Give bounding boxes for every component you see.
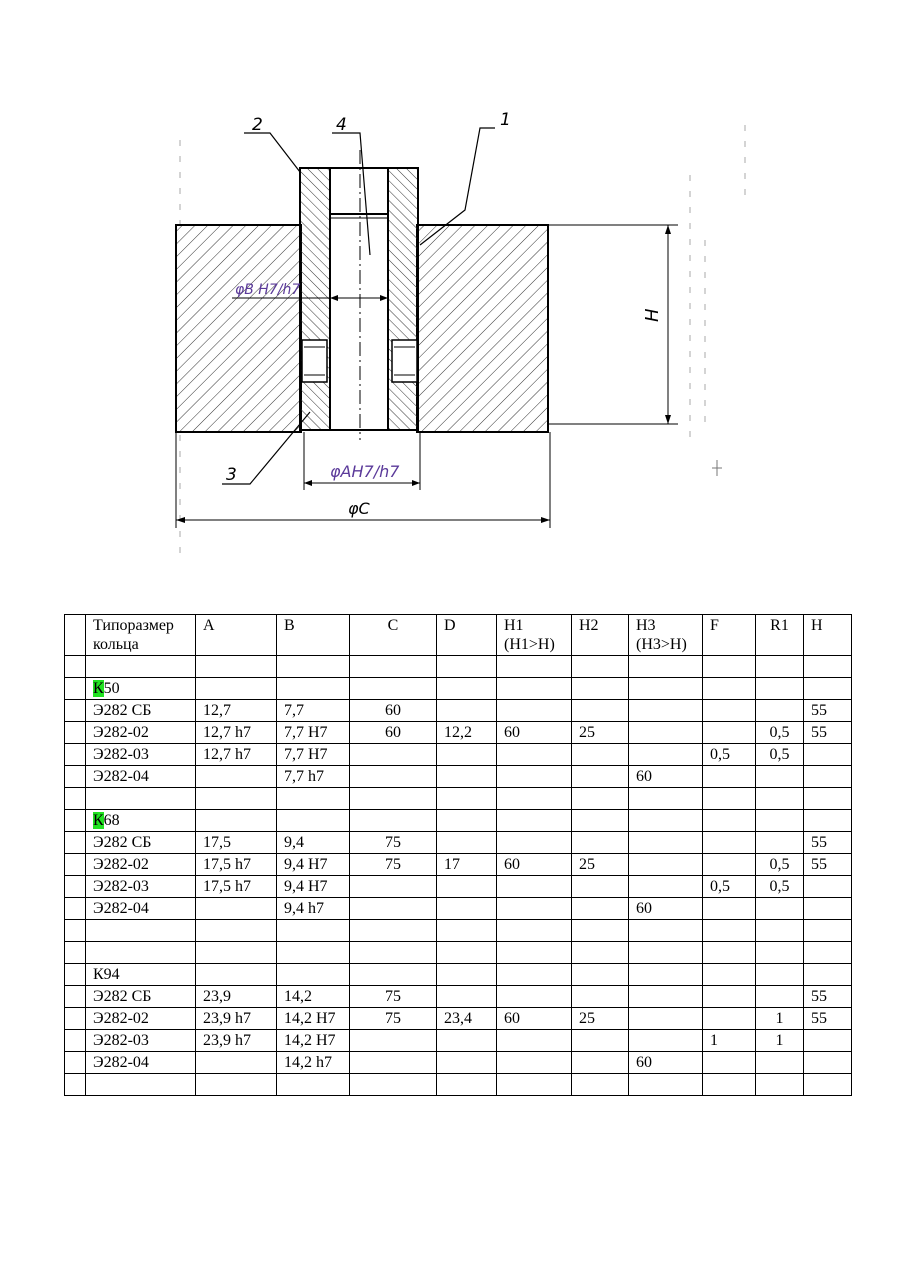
value-cell: 23,9 h7 xyxy=(196,1030,277,1052)
value-cell xyxy=(703,766,756,788)
value-cell: 14,2 H7 xyxy=(277,1008,350,1030)
size-cell: Э282-04 xyxy=(86,1052,196,1074)
value-cell xyxy=(703,898,756,920)
value-cell xyxy=(804,678,852,700)
value-cell xyxy=(350,942,437,964)
value-cell xyxy=(629,810,703,832)
table-row xyxy=(65,678,852,700)
value-cell xyxy=(350,744,437,766)
size-cell: К50 xyxy=(86,678,196,700)
header-cell: H2 xyxy=(572,615,629,656)
header-cell: Типоразмер кольца xyxy=(86,615,196,656)
value-cell xyxy=(572,700,629,722)
value-cell xyxy=(437,920,497,942)
value-cell xyxy=(703,1008,756,1030)
value-cell xyxy=(277,964,350,986)
value-cell xyxy=(703,1052,756,1074)
technical-drawing xyxy=(0,0,904,600)
value-cell xyxy=(196,678,277,700)
dimension-h xyxy=(548,225,678,424)
value-cell: 60 xyxy=(497,722,572,744)
value-cell: 7,7 h7 xyxy=(277,766,350,788)
table-row xyxy=(65,744,852,766)
value-cell xyxy=(196,942,277,964)
value-cell xyxy=(437,832,497,854)
value-cell: 9,4 H7 xyxy=(277,876,350,898)
value-cell xyxy=(437,810,497,832)
value-cell xyxy=(497,788,572,810)
value-cell xyxy=(572,876,629,898)
value-cell xyxy=(437,1074,497,1096)
value-cell xyxy=(629,986,703,1008)
value-cell xyxy=(756,964,804,986)
row-margin-cell xyxy=(65,920,86,942)
size-cell: Э282-03 xyxy=(86,744,196,766)
value-cell xyxy=(350,1052,437,1074)
value-cell xyxy=(350,898,437,920)
header-cell: D xyxy=(437,615,497,656)
table-header-row xyxy=(65,615,852,656)
value-cell xyxy=(629,656,703,678)
value-cell: 55 xyxy=(804,722,852,744)
header-cell: A xyxy=(196,615,277,656)
value-cell xyxy=(277,678,350,700)
callout-3: 3 xyxy=(226,465,237,485)
value-cell xyxy=(804,942,852,964)
size-cell: Э282-02 xyxy=(86,722,196,744)
size-cell: Э282 СБ xyxy=(86,986,196,1008)
value-cell xyxy=(277,1074,350,1096)
value-cell xyxy=(629,788,703,810)
value-cell: 25 xyxy=(572,1008,629,1030)
table-row xyxy=(65,942,852,964)
value-cell: 55 xyxy=(804,1008,852,1030)
value-cell xyxy=(756,1052,804,1074)
value-cell: 1 xyxy=(756,1030,804,1052)
value-cell: 14,2 H7 xyxy=(277,1030,350,1052)
dim-a-label: φAH7/h7 xyxy=(330,462,400,481)
value-cell xyxy=(756,832,804,854)
value-cell xyxy=(756,678,804,700)
header-cell: F xyxy=(703,615,756,656)
value-cell: 75 xyxy=(350,832,437,854)
value-cell xyxy=(497,920,572,942)
value-cell xyxy=(350,810,437,832)
value-cell: 17 xyxy=(437,854,497,876)
value-cell xyxy=(497,744,572,766)
row-margin-cell xyxy=(65,788,86,810)
size-cell: Э282-04 xyxy=(86,898,196,920)
value-cell xyxy=(804,744,852,766)
value-cell: 14,2 xyxy=(277,986,350,1008)
value-cell: 60 xyxy=(497,1008,572,1030)
value-cell xyxy=(756,700,804,722)
value-cell xyxy=(196,964,277,986)
dim-b-label: φB H7/h7 xyxy=(235,282,301,298)
value-cell xyxy=(804,964,852,986)
value-cell xyxy=(497,1030,572,1052)
value-cell xyxy=(703,854,756,876)
row-margin-cell xyxy=(65,722,86,744)
value-cell xyxy=(629,678,703,700)
value-cell xyxy=(572,832,629,854)
value-cell xyxy=(629,1008,703,1030)
value-cell xyxy=(804,1052,852,1074)
value-cell xyxy=(497,1052,572,1074)
value-cell xyxy=(804,876,852,898)
value-cell xyxy=(703,964,756,986)
value-cell xyxy=(497,656,572,678)
header-cell: H1 (H1>H) xyxy=(497,615,572,656)
value-cell xyxy=(629,722,703,744)
value-cell: 75 xyxy=(350,854,437,876)
row-margin-cell xyxy=(65,810,86,832)
value-cell xyxy=(804,788,852,810)
value-cell xyxy=(572,1030,629,1052)
value-cell xyxy=(350,678,437,700)
row-margin-cell xyxy=(65,986,86,1008)
value-cell xyxy=(756,986,804,1008)
size-cell: Э282-03 xyxy=(86,1030,196,1052)
header-cell: C xyxy=(350,615,437,656)
size-cell: К68 xyxy=(86,810,196,832)
value-cell xyxy=(196,898,277,920)
table-row xyxy=(65,986,852,1008)
row-margin-cell xyxy=(65,832,86,854)
value-cell xyxy=(756,898,804,920)
header-cell: H xyxy=(804,615,852,656)
value-cell xyxy=(497,832,572,854)
value-cell xyxy=(497,898,572,920)
value-cell xyxy=(756,656,804,678)
value-cell xyxy=(277,942,350,964)
size-cell xyxy=(86,656,196,678)
table-row xyxy=(65,854,852,876)
value-cell xyxy=(437,678,497,700)
row-margin-cell xyxy=(65,1008,86,1030)
value-cell xyxy=(804,920,852,942)
dim-c-label: φC xyxy=(348,499,370,518)
size-cell xyxy=(86,920,196,942)
value-cell xyxy=(804,766,852,788)
value-cell: 55 xyxy=(804,832,852,854)
value-cell xyxy=(629,876,703,898)
value-cell xyxy=(572,942,629,964)
value-cell xyxy=(572,898,629,920)
value-cell: 60 xyxy=(350,700,437,722)
value-cell xyxy=(437,788,497,810)
value-cell xyxy=(497,766,572,788)
value-cell xyxy=(572,1052,629,1074)
value-cell xyxy=(437,1052,497,1074)
value-cell xyxy=(629,744,703,766)
value-cell xyxy=(277,788,350,810)
highlight-mark: К xyxy=(93,680,104,697)
value-cell xyxy=(703,788,756,810)
table-row xyxy=(65,1052,852,1074)
value-cell xyxy=(350,876,437,898)
value-cell xyxy=(350,964,437,986)
value-cell xyxy=(572,744,629,766)
value-cell xyxy=(350,1074,437,1096)
value-cell xyxy=(437,876,497,898)
table-row xyxy=(65,766,852,788)
value-cell: 55 xyxy=(804,854,852,876)
value-cell xyxy=(703,700,756,722)
value-cell xyxy=(196,810,277,832)
value-cell: 17,5 h7 xyxy=(196,876,277,898)
value-cell xyxy=(350,1030,437,1052)
value-cell xyxy=(572,810,629,832)
callout-2: 2 xyxy=(252,115,263,135)
dimension-a xyxy=(304,432,420,490)
value-cell xyxy=(497,986,572,1008)
table-row xyxy=(65,964,852,986)
value-cell xyxy=(196,1074,277,1096)
value-cell: 75 xyxy=(350,986,437,1008)
value-cell xyxy=(703,722,756,744)
value-cell: 0,5 xyxy=(756,722,804,744)
value-cell xyxy=(497,700,572,722)
value-cell: 17,5 h7 xyxy=(196,854,277,876)
callout-4: 4 xyxy=(336,115,347,135)
size-cell: Э282-03 xyxy=(86,876,196,898)
row-margin-cell xyxy=(65,744,86,766)
value-cell: 1 xyxy=(703,1030,756,1052)
table-row xyxy=(65,832,852,854)
value-cell: 9,4 h7 xyxy=(277,898,350,920)
value-cell xyxy=(804,898,852,920)
size-cell: Э282-02 xyxy=(86,1008,196,1030)
value-cell xyxy=(350,788,437,810)
value-cell: 7,7 H7 xyxy=(277,722,350,744)
value-cell: 25 xyxy=(572,854,629,876)
value-cell: 12,2 xyxy=(437,722,497,744)
value-cell xyxy=(437,898,497,920)
row-margin-cell xyxy=(65,678,86,700)
header-cell: H3 (H3>H) xyxy=(629,615,703,656)
value-cell: 75 xyxy=(350,1008,437,1030)
table-row xyxy=(65,1030,852,1052)
value-cell xyxy=(572,788,629,810)
value-cell xyxy=(804,1074,852,1096)
value-cell xyxy=(629,832,703,854)
value-cell xyxy=(629,700,703,722)
value-cell xyxy=(756,920,804,942)
value-cell xyxy=(703,810,756,832)
value-cell: 0,5 xyxy=(756,876,804,898)
value-cell xyxy=(804,656,852,678)
value-cell xyxy=(629,1030,703,1052)
value-cell xyxy=(497,1074,572,1096)
value-cell xyxy=(437,942,497,964)
value-cell xyxy=(196,788,277,810)
row-margin-cell xyxy=(65,700,86,722)
value-cell: 0,5 xyxy=(703,744,756,766)
row-margin-cell xyxy=(65,1052,86,1074)
value-cell: 1 xyxy=(756,1008,804,1030)
row-margin-cell xyxy=(65,615,86,656)
value-cell xyxy=(350,920,437,942)
value-cell: 17,5 xyxy=(196,832,277,854)
value-cell xyxy=(277,920,350,942)
size-cell xyxy=(86,942,196,964)
size-cell: К94 xyxy=(86,964,196,986)
value-cell: 60 xyxy=(350,722,437,744)
row-margin-cell xyxy=(65,656,86,678)
value-cell xyxy=(437,656,497,678)
value-cell: 23,4 xyxy=(437,1008,497,1030)
value-cell xyxy=(277,810,350,832)
value-cell: 55 xyxy=(804,986,852,1008)
value-cell xyxy=(572,766,629,788)
value-cell: 14,2 h7 xyxy=(277,1052,350,1074)
value-cell xyxy=(437,986,497,1008)
table-row xyxy=(65,898,852,920)
row-margin-cell xyxy=(65,854,86,876)
value-cell xyxy=(629,942,703,964)
value-cell: 9,4 H7 xyxy=(277,854,350,876)
value-cell: 60 xyxy=(629,898,703,920)
value-cell xyxy=(703,1074,756,1096)
size-cell xyxy=(86,788,196,810)
row-margin-cell xyxy=(65,964,86,986)
row-margin-cell xyxy=(65,1030,86,1052)
value-cell xyxy=(572,920,629,942)
value-cell: 60 xyxy=(497,854,572,876)
value-cell xyxy=(703,986,756,1008)
table-row xyxy=(65,1074,852,1096)
value-cell: 25 xyxy=(572,722,629,744)
value-cell xyxy=(497,876,572,898)
value-cell xyxy=(629,1074,703,1096)
value-cell xyxy=(756,942,804,964)
value-cell xyxy=(196,920,277,942)
value-cell xyxy=(629,854,703,876)
value-cell: 0,5 xyxy=(756,744,804,766)
value-cell xyxy=(629,964,703,986)
value-cell: 60 xyxy=(629,766,703,788)
value-cell xyxy=(277,656,350,678)
size-cell: Э282-04 xyxy=(86,766,196,788)
value-cell: 7,7 xyxy=(277,700,350,722)
size-cell xyxy=(86,1074,196,1096)
table-row xyxy=(65,1008,852,1030)
row-margin-cell xyxy=(65,876,86,898)
table-row xyxy=(65,788,852,810)
value-cell xyxy=(497,964,572,986)
value-cell xyxy=(629,920,703,942)
value-cell xyxy=(703,942,756,964)
value-cell xyxy=(756,1074,804,1096)
header-cell: R1 xyxy=(756,615,804,656)
value-cell: 12,7 h7 xyxy=(196,722,277,744)
value-cell: 9,4 xyxy=(277,832,350,854)
value-cell xyxy=(703,678,756,700)
callout-1: 1 xyxy=(500,110,511,130)
value-cell xyxy=(437,766,497,788)
value-cell xyxy=(497,810,572,832)
value-cell: 23,9 h7 xyxy=(196,1008,277,1030)
value-cell xyxy=(572,986,629,1008)
value-cell xyxy=(437,744,497,766)
value-cell xyxy=(703,656,756,678)
row-margin-cell xyxy=(65,1074,86,1096)
spec-table xyxy=(64,614,852,1096)
row-margin-cell xyxy=(65,942,86,964)
value-cell: 7,7 H7 xyxy=(277,744,350,766)
value-cell xyxy=(437,700,497,722)
value-cell xyxy=(196,1052,277,1074)
value-cell xyxy=(196,656,277,678)
highlight-mark: К xyxy=(93,812,104,829)
value-cell: 60 xyxy=(629,1052,703,1074)
value-cell xyxy=(572,964,629,986)
table-row xyxy=(65,700,852,722)
value-cell: 12,7 xyxy=(196,700,277,722)
row-margin-cell xyxy=(65,766,86,788)
value-cell xyxy=(572,656,629,678)
table-row xyxy=(65,722,852,744)
size-cell: Э282 СБ xyxy=(86,700,196,722)
sleeve-part-2 xyxy=(300,150,418,440)
value-cell xyxy=(350,766,437,788)
value-cell xyxy=(804,810,852,832)
value-cell xyxy=(437,1030,497,1052)
value-cell xyxy=(350,656,437,678)
table-row xyxy=(65,876,852,898)
value-cell xyxy=(804,1030,852,1052)
value-cell: 12,7 h7 xyxy=(196,744,277,766)
value-cell: 0,5 xyxy=(703,876,756,898)
value-cell xyxy=(756,810,804,832)
value-cell xyxy=(703,920,756,942)
value-cell xyxy=(756,788,804,810)
table-row xyxy=(65,920,852,942)
value-cell: 0,5 xyxy=(756,854,804,876)
value-cell xyxy=(572,1074,629,1096)
table-row xyxy=(65,656,852,678)
row-margin-cell xyxy=(65,898,86,920)
value-cell xyxy=(572,678,629,700)
size-cell: Э282 СБ xyxy=(86,832,196,854)
dim-h-label: H xyxy=(642,308,663,322)
value-cell xyxy=(437,964,497,986)
value-cell: 23,9 xyxy=(196,986,277,1008)
value-cell xyxy=(196,766,277,788)
value-cell xyxy=(497,942,572,964)
value-cell: 55 xyxy=(804,700,852,722)
value-cell xyxy=(497,678,572,700)
value-cell xyxy=(756,766,804,788)
value-cell xyxy=(703,832,756,854)
table-row xyxy=(65,810,852,832)
header-cell: B xyxy=(277,615,350,656)
size-cell: Э282-02 xyxy=(86,854,196,876)
